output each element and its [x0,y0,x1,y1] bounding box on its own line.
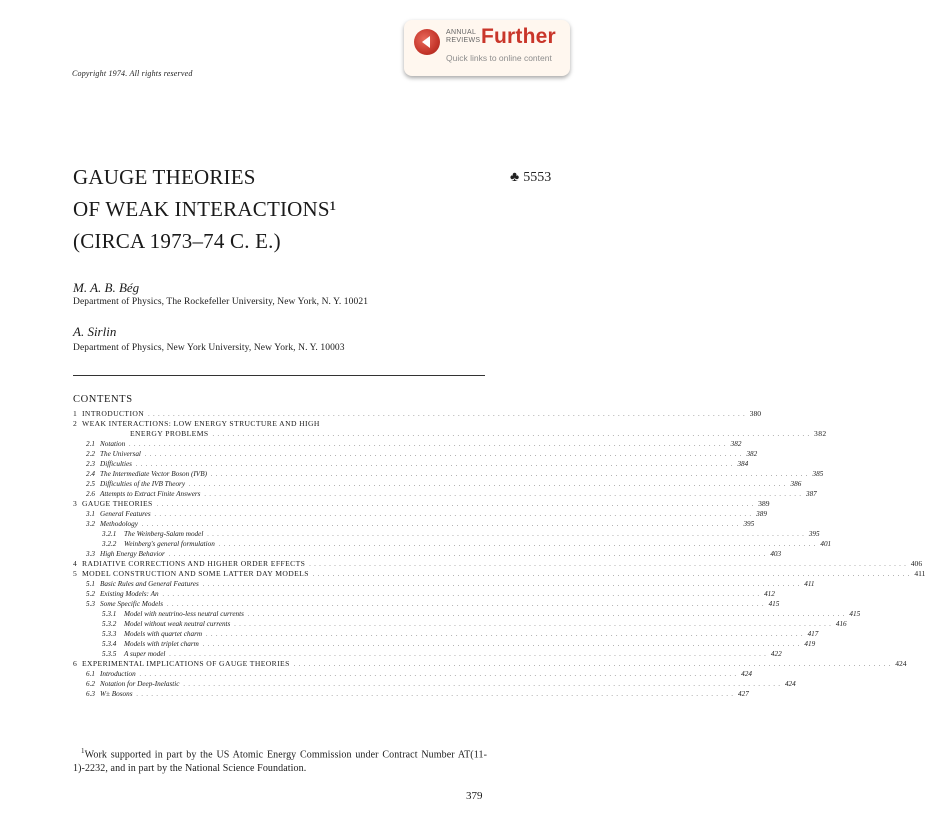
toc-entry-number: 3 [73,499,77,508]
toc-entry[interactable] [73,419,487,429]
toc-entry[interactable] [73,669,752,679]
toc-entry-page: 411 [914,569,926,578]
toc-entry-label: Difficulties [100,460,132,468]
article-title-line1: GAUGE THEORIES [73,165,256,189]
toc-entry[interactable] [73,679,796,689]
toc-entry-number: 5.3.2 [102,620,117,628]
article-code-number: 5553 [523,170,552,185]
toc-entry-label: Difficulties of the IVB Theory [100,480,186,488]
copyright-notice: Copyright 1974. All rights reserved [72,69,193,78]
toc-entry-number: 3.1 [86,510,95,518]
toc-entry[interactable] [73,659,907,669]
toc-entry-label: Model without weak neutral currents [124,620,231,628]
footnote [73,744,487,776]
toc-entry[interactable] [73,439,742,449]
toc-entry-number: 2.1 [86,440,95,448]
toc-entry-page: 424 [784,680,796,688]
toc-entry[interactable] [73,589,775,599]
toc-entry[interactable] [73,409,762,419]
toc-entry-label: Some Specific Models [100,600,164,608]
toc-leader-dots: . . . . . . . . . . . . . . . . . . . . . . . . . . . . . . . . . . . . . . . . . . . . . . . . . . . . . . . . . . . . . . . . . . . . . . . . . . . . . . . . . . . . . . . . . . . . . . . . . . . . . . . . . . . . . . . . . . . . . . . . [148,412,746,418]
author-affiliation: Department of Physics, New York University, New York, N. Y. 10003 [73,343,345,353]
toc-leader-dots: . . . . . . . . . . . . . . . . . . . . . . . . . . . . . . . . . . . . . . . . . . . . . . . . . . . . . . . . . . . . . . . . . . . . . . . . . . . . . . . . . . . . . . . . . . . . . . . . . . . . . . . . . . . . . . . . . . . . . . . . [202,642,801,648]
toc-entry[interactable] [73,609,861,619]
toc-entry[interactable] [73,599,780,609]
banner-small-line1: ANNUAL [446,29,477,36]
toc-entry[interactable] [73,539,832,549]
toc-entry-label: Notation [100,440,126,448]
toc-leader-dots: . . . . . . . . . . . . . . . . . . . . . . . . . . . . . . . . . . . . . . . . . . . . . . . . . . . . . . . . . . . . . . . . . . . . . . . . . . . . . . . . . . . . . . . . . . . . . . . . . . . . . . . . . . . . . . . . . . . . . . . . [129,442,727,448]
toc-entry-label: Models with quartet charm [124,630,203,638]
toc-leader-dots: . . . . . . . . . . . . . . . . . . . . . . . . . . . . . . . . . . . . . . . . . . . . . . . . . . . . . . . . . . . . . . . . . . . . . . . . . . . . . . . . . . . . . . . . . . . . . . . . . . . . . . . . . . . . . . . . . . . . . . . . [183,682,781,688]
toc-entry-page: 411 [804,580,815,588]
toc-entry-label: INTRODUCTION [82,409,145,418]
toc-entry-page: 395 [743,520,755,528]
toc-entry-page: 412 [764,590,775,598]
toc-entry[interactable] [73,449,758,459]
toc-entry-page: 416 [835,620,847,628]
toc-entry-number: 1 [73,409,77,418]
toc-entry-number: 2.2 [86,450,95,458]
toc-entry[interactable] [73,529,820,539]
toc-entry-page: 406 [910,559,923,568]
annual-reviews-further-banner[interactable] [404,20,570,76]
author-name: M. A. B. Bég [73,280,140,295]
toc-entry-label: Existing Models: An [100,590,159,598]
toc-entry-label: Introduction [100,670,136,678]
annual-reviews-wordmark [446,29,480,45]
toc-entry-page: 384 [737,460,749,468]
toc-entry[interactable] [73,639,816,649]
toc-leader-dots: . . . . . . . . . . . . . . . . . . . . . . . . . . . . . . . . . . . . . . . . . . . . . . . . . . . . . . . . . . . . . . . . . . . . . . . . . . . . . . . . . . . . . . . . . . . . . . . . . . . . . . . . . . . . . . . . . . . . . . . . [204,492,802,498]
toc-entry-label: The Universal [100,450,141,458]
toc-entry-label: MODEL CONSTRUCTION AND SOME LATTER DAY MODELS [82,569,309,578]
toc-leader-dots: . . . . . . . . . . . . . . . . . . . . . . . . . . . . . . . . . . . . . . . . . . . . . . . . . . . . . . . . . . . . . . . . . . . . . . . . . . . . . . . . . . . . . . . . . . . . . . . . . . . . . . . . . . . . . . . . . . . . . . . . [234,622,832,628]
toc-entry-page: 403 [770,550,782,558]
table-of-contents [73,409,926,699]
toc-entry-page: 422 [770,650,782,658]
toc-entry-page: 382 [730,440,742,448]
toc-entry-number: 2.5 [86,480,95,488]
toc-entry-number: 5.3.3 [102,630,117,638]
club-icon: ♣ [510,170,520,185]
toc-leader-dots: . . . . . . . . . . . . . . . . . . . . . . . . . . . . . . . . . . . . . . . . . . . . . . . . . . . . . . . . . . . . . . . . . . . . . . . . . . . . . . . . . . . . . . . . . . . . . . . . . . . . . . . . . . . . . . . . . . . . . . . . [136,692,734,698]
toc-entry-page: 382 [814,429,827,438]
toc-leader-dots: . . . . . . . . . . . . . . . . . . . . . . . . . . . . . . . . . . . . . . . . . . . . . . . . . . . . . . . . . . . . . . . . . . . . . . . . . . . . . . . . . . . . . . . . . . . . . . . . . . . . . . . . . . . . . . . . . . . . . . . . [247,612,846,618]
toc-entry-label: Notation for Deep-Inelastic [100,680,180,688]
toc-entry-page: 380 [749,409,762,418]
toc-entry-number: 3.3 [86,550,95,558]
toc-entry-number: 3.2.2 [102,540,117,548]
toc-entry-page: 424 [741,670,752,678]
toc-entry-label: Basic Rules and General Features [100,580,199,588]
toc-entry-number: 5.1 [86,580,95,588]
toc-entry-label: Weinberg's general formulation [124,540,215,548]
toc-leader-dots: . . . . . . . . . . . . . . . . . . . . . . . . . . . . . . . . . . . . . . . . . . . . . . . . . . . . . . . . . . . . . . . . . . . . . . . . . . . . . . . . . . . . . . . . . . . . . . . . . . . . . . . . . . . . . . . . . . . . . . . . [162,592,761,598]
toc-entry[interactable] [73,559,923,569]
footnote-text: Work supported in part by the US Atomic Energy Commission under Contract Number AT(11-1)-2232, and in part by the National Science Foundation. [73,749,487,775]
toc-entry-page: 401 [820,540,832,548]
toc-entry[interactable] [73,519,755,529]
toc-entry-page: 386 [790,480,802,488]
toc-entry[interactable] [73,479,802,489]
toc-entry[interactable] [73,459,749,469]
page-number: 379 [466,790,483,802]
toc-leader-dots: . . . . . . . . . . . . . . . . . . . . . . . . . . . . . . . . . . . . . . . . . . . . . . . . . . . . . . . . . . . . . . . . . . . . . . . . . . . . . . . . . . . . . . . . . . . . . . . . . . . . . . . . . . . . . . . . . . . . . . . . [167,602,765,608]
toc-leader-dots: . . . . . . . . . . . . . . . . . . . . . . . . . . . . . . . . . . . . . . . . . . . . . . . . . . . . . . . . . . . . . . . . . . . . . . . . . . . . . . . . . . . . . . . . . . . . . . . . . . . . . . . . . . . . . . . . . . . . . . . . [144,452,743,458]
toc-entry-page: 424 [895,659,907,668]
toc-leader-dots: . . . . . . . . . . . . . . . . . . . . . . . . . . . . . . . . . . . . . . . . . . . . . . . . . . . . . . . . . . . . . . . . . . . . . . . . . . . . . . . . . . . . . . . . . . . . . . . . . . . . . . . . . . . . . . . . . . . . . . . . [154,512,753,518]
toc-entry-number: 2.6 [86,490,95,498]
banner-brand: Further [481,25,556,48]
toc-entry-page: 415 [768,600,780,608]
toc-entry-number: 5.3 [86,600,95,608]
toc-entry-number: 6.2 [86,680,95,688]
toc-entry-number: 5 [73,569,77,578]
toc-entry[interactable] [73,689,749,699]
annual-reviews-logo-icon [414,29,440,55]
toc-entry-page: 387 [805,490,817,498]
toc-entry-label: A super model [124,650,166,658]
author-affiliation: Department of Physics, The Rockefeller University, New York, N. Y. 10021 [73,297,369,307]
toc-entry[interactable] [73,579,815,589]
toc-entry-label: Methodology [100,520,138,528]
toc-entry-number: 6.3 [86,690,95,698]
toc-entry[interactable] [73,489,817,499]
toc-leader-dots: . . . . . . . . . . . . . . . . . . . . . . . . . . . . . . . . . . . . . . . . . . . . . . . . . . . . . . . . . . . . . . . . . . . . . . . . . . . . . . . . . . . . . . . . . . . . . . . . . . . . . . . . . . . . . . . . . . . . . . . . [139,672,738,678]
toc-entry-page: 419 [804,640,816,648]
banner-tagline[interactable]: Quick links to online content [446,53,552,63]
toc-entry[interactable] [73,429,827,439]
toc-entry-label: WEAK INTERACTIONS: LOW ENERGY STRUCTURE AND HIGH [82,419,320,428]
toc-entry-label: Model with neutrino-less neutral currents [124,610,244,618]
toc-entry-label: General Features [100,510,151,518]
toc-leader-dots: . . . . . . . . . . . . . . . . . . . . . . . . . . . . . . . . . . . . . . . . . . . . . . . . . . . . . . . . . . . . . . . . . . . . . . . . . . . . . . . . . . . . . . . . . . . . . . . . . . . . . . . . . . . . . . . . . . . . . . . . [206,632,804,638]
toc-entry-number: 3.2 [86,520,95,528]
toc-entry-label: The Weinberg-Salam model [124,530,204,538]
article-code [510,170,551,186]
toc-entry-label: Models with triplet charm [124,640,199,648]
toc-entry-page: 385 [812,470,824,478]
toc-entry-number: 5.3.5 [102,650,117,658]
toc-entry-number: 2.3 [86,460,95,468]
toc-leader-dots: . . . . . . . . . . . . . . . . . . . . . . . . . . . . . . . . . . . . . . . . . . . . . . . . . . . . . . . . . . . . . . . . . . . . . . . . . . . . . . . . . . . . . . . . . . . . . . . . . . . . . . . . . . . . . . . . . . . . . . . . [141,522,740,528]
toc-entry[interactable] [73,649,782,659]
toc-entry-number: 2 [73,419,77,428]
toc-entry[interactable] [73,499,770,509]
toc-entry-number: 4 [73,559,77,568]
toc-entry-label: The Intermediate Vector Boson (IVB) [100,470,207,478]
toc-entry-number: 6.1 [86,670,95,678]
author-name: A. Sirlin [73,324,117,339]
toc-entry[interactable] [73,469,824,479]
toc-leader-dots: . . . . . . . . . . . . . . . . . . . . . . . . . . . . . . . . . . . . . . . . . . . . . . . . . . . . . . . . . . . . . . . . . . . . . . . . . . . . . . . . . . . . . . . . . . . . . . . . . . . . . . . . . . . . . . . . . . . . . . . . [309,562,907,568]
toc-leader-dots: . . . . . . . . . . . . . . . . . . . . . . . . . . . . . . . . . . . . . . . . . . . . . . . . . . . . . . . . . . . . . . . . . . . . . . . . . . . . . . . . . . . . . . . . . . . . . . . . . . . . . . . . . . . . . . . . . . . . . . . . [293,662,892,668]
toc-leader-dots: . . . . . . . . . . . . . . . . . . . . . . . . . . . . . . . . . . . . . . . . . . . . . . . . . . . . . . . . . . . . . . . . . . . . . . . . . . . . . . . . . . . . . . . . . . . . . . . . . . . . . . . . . . . . . . . . . . . . . . . . [168,552,767,558]
toc-entry[interactable] [73,509,767,519]
toc-entry[interactable] [73,549,782,559]
toc-entry-page: 382 [746,450,758,458]
section-divider [73,375,485,376]
toc-entry[interactable] [73,569,926,579]
toc-entry-page: 389 [756,510,767,518]
toc-entry-page: 395 [808,530,820,538]
toc-leader-dots: . . . . . . . . . . . . . . . . . . . . . . . . . . . . . . . . . . . . . . . . . . . . . . . . . . . . . . . . . . . . . . . . . . . . . . . . . . . . . . . . . . . . . . . . . . . . . . . . . . . . . . . . . . . . . . . . . . . . . . . . [207,532,805,538]
article-title-line3: (CIRCA 1973–74 C. E.) [73,229,281,253]
toc-entry-number: 2.4 [86,470,95,478]
toc-entry-page: 417 [807,630,819,638]
toc-leader-dots: . . . . . . . . . . . . . . . . . . . . . . . . . . . . . . . . . . . . . . . . . . . . . . . . . . . . . . . . . . . . . . . . . . . . . . . . . . . . . . . . . . . . . . . . . . . . . . . . . . . . . . . . . . . . . . . . . . . . . . . . [156,502,755,508]
toc-entry-page: 415 [849,610,861,618]
article-title-line2: OF WEAK INTERACTIONS¹ [73,197,337,221]
toc-leader-dots: . . . . . . . . . . . . . . . . . . . . . . . . . . . . . . . . . . . . . . . . . . . . . . . . . . . . . . . . . . . . . . . . . . . . . . . . . . . . . . . . . . . . . . . . . . . . . . . . . . . . . . . . . . . . . . . . . . . . . . . . [210,472,809,478]
toc-entry-number: 3.2.1 [102,530,117,538]
toc-entry-page: 389 [758,499,770,508]
contents-heading: CONTENTS [73,394,133,405]
toc-entry[interactable] [73,619,847,629]
toc-entry-label: GAUGE THEORIES [82,499,153,508]
toc-leader-dots: . . . . . . . . . . . . . . . . . . . . . . . . . . . . . . . . . . . . . . . . . . . . . . . . . . . . . . . . . . . . . . . . . . . . . . . . . . . . . . . . . . . . . . . . . . . . . . . . . . . . . . . . . . . . . . . . . . . . . . . . [202,582,801,588]
toc-leader-dots: . . . . . . . . . . . . . . . . . . . . . . . . . . . . . . . . . . . . . . . . . . . . . . . . . . . . . . . . . . . . . . . . . . . . . . . . . . . . . . . . . . . . . . . . . . . . . . . . . . . . . . . . . . . . . . . . . . . . . . . . [189,482,787,488]
banner-small-line2: REVIEWS [446,37,481,44]
toc-entry-number: 5.2 [86,590,95,598]
toc-entry-label: RADIATIVE CORRECTIONS AND HIGHER ORDER EFFECTS [82,559,306,568]
toc-leader-dots: . . . . . . . . . . . . . . . . . . . . . . . . . . . . . . . . . . . . . . . . . . . . . . . . . . . . . . . . . . . . . . . . . . . . . . . . . . . . . . . . . . . . . . . . . . . . . . . . . . . . . . . . . . . . . . . . . . . . . . . . [135,462,734,468]
toc-entry-number: 5.3.1 [102,610,117,618]
toc-entry-number: 6 [73,659,77,668]
footnote-marker: 1 [81,747,85,755]
toc-leader-dots: . . . . . . . . . . . . . . . . . . . . . . . . . . . . . . . . . . . . . . . . . . . . . . . . . . . . . . . . . . . . . . . . . . . . . . . . . . . . . . . . . . . . . . . . . . . . . . . . . . . . . . . . . . . . . . . . . . . . . . . . [169,652,767,658]
toc-leader-dots: . . . . . . . . . . . . . . . . . . . . . . . . . . . . . . . . . . . . . . . . . . . . . . . . . . . . . . . . . . . . . . . . . . . . . . . . . . . . . . . . . . . . . . . . . . . . . . . . . . . . . . . . . . . . . . . . . . . . . . . . [312,572,911,578]
toc-entry-label: Attempts to Extract Finite Answers [100,490,201,498]
toc-entry-label: W± Bosons [100,690,133,698]
toc-entry-number: 5.3.4 [102,640,117,648]
toc-leader-dots: . . . . . . . . . . . . . . . . . . . . . . . . . . . . . . . . . . . . . . . . . . . . . . . . . . . . . . . . . . . . . . . . . . . . . . . . . . . . . . . . . . . . . . . . . . . . . . . . . . . . . . . . . . . . . . . . . . . . . . . . [212,432,810,438]
toc-entry[interactable] [73,629,819,639]
toc-leader-dots: . . . . . . . . . . . . . . . . . . . . . . . . . . . . . . . . . . . . . . . . . . . . . . . . . . . . . . . . . . . . . . . . . . . . . . . . . . . . . . . . . . . . . . . . . . . . . . . . . . . . . . . . . . . . . . . . . . . . . . . . [218,542,817,548]
toc-entry-label: ENERGY PROBLEMS [130,429,209,438]
toc-entry-label: High Energy Behavior [100,550,165,558]
toc-entry-page: 427 [738,690,749,698]
toc-entry-label: EXPERIMENTAL IMPLICATIONS OF GAUGE THEORIES [82,659,290,668]
